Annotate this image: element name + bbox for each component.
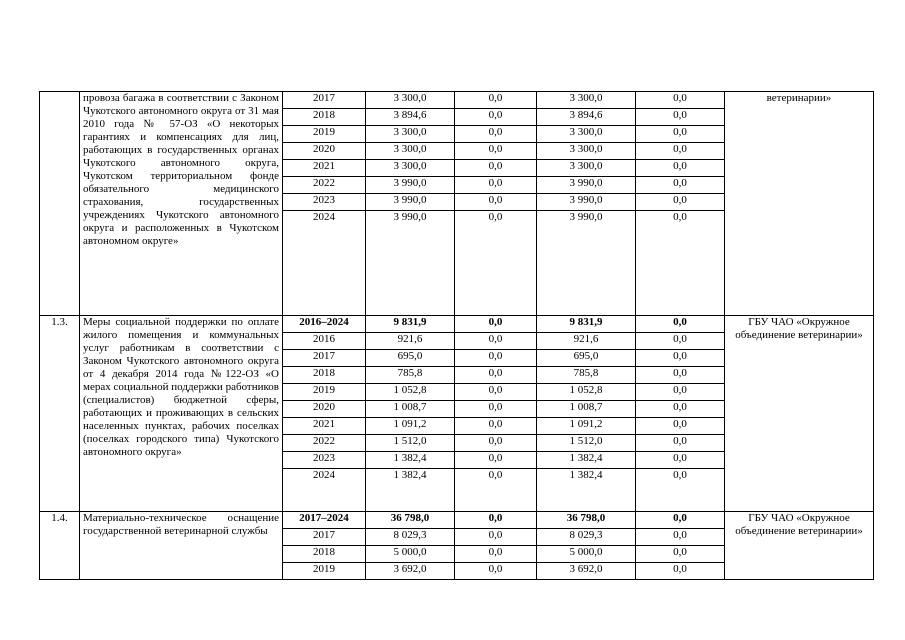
period-cell: 2024	[283, 469, 366, 512]
federal-amount-cell: 0,0	[455, 109, 537, 126]
regional-amount-cell: 1 382,4	[537, 469, 636, 512]
total-amount-cell: 921,6	[366, 333, 455, 350]
section-index: 1.4.	[40, 512, 80, 580]
regional-amount-cell: 3 990,0	[537, 194, 636, 211]
other-amount-cell: 0,0	[636, 384, 725, 401]
other-amount-cell: 0,0	[636, 563, 725, 580]
total-amount-cell: 695,0	[366, 350, 455, 367]
section-executor: ГБУ ЧАО «Окружное объединение ветеринарии»	[725, 512, 874, 580]
federal-amount-cell: 0,0	[455, 529, 537, 546]
table-row	[40, 512, 874, 529]
other-amount-cell: 0,0	[636, 92, 725, 109]
other-amount-cell: 0,0	[636, 435, 725, 452]
period-cell: 2018	[283, 546, 366, 563]
table-body	[40, 92, 874, 580]
other-amount-cell: 0,0	[636, 367, 725, 384]
federal-amount-cell: 0,0	[455, 92, 537, 109]
total-amount-cell: 785,8	[366, 367, 455, 384]
regional-amount-cell: 5 000,0	[537, 546, 636, 563]
period-cell: 2017	[283, 350, 366, 367]
total-amount-cell: 3 692,0	[366, 563, 455, 580]
regional-amount-cell: 1 512,0	[537, 435, 636, 452]
federal-amount-cell: 0,0	[455, 563, 537, 580]
federal-amount-cell: 0,0	[455, 333, 537, 350]
section-description: провоза багажа в соответствии с Законом Чукотского автономного округа от 31 мая 2010 года № 57-ОЗ «О некоторых гарантиях и компенсациях для лиц, работающих в государственных органах Чукотского автономного округа, Чукотском территориальном фонде обязательного медицинского страхования, государственных учреждениях Чукотского автономного округа и расположенных в Чукотском автономном округе»	[80, 92, 283, 316]
federal-amount-cell: 0,0	[455, 350, 537, 367]
other-amount-cell: 0,0	[636, 126, 725, 143]
total-amount-cell: 3 300,0	[366, 143, 455, 160]
period-cell: 2016–2024	[283, 316, 366, 333]
federal-amount-cell: 0,0	[455, 126, 537, 143]
period-cell: 2023	[283, 194, 366, 211]
other-amount-cell: 0,0	[636, 452, 725, 469]
total-amount-cell: 1 091,2	[366, 418, 455, 435]
regional-amount-cell: 695,0	[537, 350, 636, 367]
federal-amount-cell: 0,0	[455, 367, 537, 384]
total-amount-cell: 3 300,0	[366, 92, 455, 109]
regional-amount-cell: 3 300,0	[537, 92, 636, 109]
total-amount-cell: 3 990,0	[366, 177, 455, 194]
section-executor: ветеринарии»	[725, 92, 874, 316]
period-cell: 2018	[283, 367, 366, 384]
other-amount-cell: 0,0	[636, 418, 725, 435]
regional-amount-cell: 785,8	[537, 367, 636, 384]
federal-amount-cell: 0,0	[455, 435, 537, 452]
total-amount-cell: 8 029,3	[366, 529, 455, 546]
other-amount-cell: 0,0	[636, 109, 725, 126]
regional-amount-cell: 1 091,2	[537, 418, 636, 435]
period-cell: 2021	[283, 160, 366, 177]
period-cell: 2019	[283, 563, 366, 580]
period-cell: 2017–2024	[283, 512, 366, 529]
regional-amount-cell: 3 300,0	[537, 160, 636, 177]
total-amount-cell: 3 990,0	[366, 194, 455, 211]
total-amount-cell: 1 382,4	[366, 469, 455, 512]
federal-amount-cell: 0,0	[455, 211, 537, 316]
other-amount-cell: 0,0	[636, 333, 725, 350]
regional-amount-cell: 3 990,0	[537, 211, 636, 316]
program-funding-table	[39, 91, 874, 580]
regional-amount-cell: 3 300,0	[537, 143, 636, 160]
section-description: Меры социальной поддержки по оплате жилого помещения и коммунальных услуг работникам в соответствии с Законом Чукотского автономного округа от 4 декабря 2014 года №122-ОЗ «О мерах социальной поддержки работников (специалистов) бюджетной сферы, работающих и проживающих в сельских населенных пунктах, рабочих поселках (поселках городского типа) Чукотского автономного округа»	[80, 316, 283, 512]
other-amount-cell: 0,0	[636, 350, 725, 367]
other-amount-cell: 0,0	[636, 194, 725, 211]
section-executor: ГБУ ЧАО «Окружное объединение ветеринарии»	[725, 316, 874, 512]
regional-amount-cell: 3 300,0	[537, 126, 636, 143]
section-index	[40, 92, 80, 316]
total-amount-cell: 5 000,0	[366, 546, 455, 563]
regional-amount-cell: 921,6	[537, 333, 636, 350]
federal-amount-cell: 0,0	[455, 401, 537, 418]
federal-amount-cell: 0,0	[455, 546, 537, 563]
total-amount-cell: 36 798,0	[366, 512, 455, 529]
regional-amount-cell: 1 052,8	[537, 384, 636, 401]
period-cell: 2017	[283, 529, 366, 546]
table-row	[40, 92, 874, 109]
federal-amount-cell: 0,0	[455, 194, 537, 211]
other-amount-cell: 0,0	[636, 160, 725, 177]
federal-amount-cell: 0,0	[455, 512, 537, 529]
other-amount-cell: 0,0	[636, 211, 725, 316]
regional-amount-cell: 3 990,0	[537, 177, 636, 194]
period-cell: 2020	[283, 143, 366, 160]
federal-amount-cell: 0,0	[455, 384, 537, 401]
total-amount-cell: 1 382,4	[366, 452, 455, 469]
federal-amount-cell: 0,0	[455, 143, 537, 160]
period-cell: 2024	[283, 211, 366, 316]
other-amount-cell: 0,0	[636, 529, 725, 546]
period-cell: 2019	[283, 126, 366, 143]
total-amount-cell: 3 894,6	[366, 109, 455, 126]
other-amount-cell: 0,0	[636, 512, 725, 529]
total-amount-cell: 3 300,0	[366, 126, 455, 143]
total-amount-cell: 3 300,0	[366, 160, 455, 177]
regional-amount-cell: 1 008,7	[537, 401, 636, 418]
other-amount-cell: 0,0	[636, 401, 725, 418]
section-index: 1.3.	[40, 316, 80, 512]
period-cell: 2017	[283, 92, 366, 109]
other-amount-cell: 0,0	[636, 143, 725, 160]
period-cell: 2021	[283, 418, 366, 435]
total-amount-cell: 1 008,7	[366, 401, 455, 418]
period-cell: 2016	[283, 333, 366, 350]
federal-amount-cell: 0,0	[455, 452, 537, 469]
regional-amount-cell: 3 894,6	[537, 109, 636, 126]
period-cell: 2020	[283, 401, 366, 418]
federal-amount-cell: 0,0	[455, 418, 537, 435]
regional-amount-cell: 36 798,0	[537, 512, 636, 529]
other-amount-cell: 0,0	[636, 316, 725, 333]
total-amount-cell: 1 512,0	[366, 435, 455, 452]
regional-amount-cell: 9 831,9	[537, 316, 636, 333]
federal-amount-cell: 0,0	[455, 316, 537, 333]
federal-amount-cell: 0,0	[455, 160, 537, 177]
period-cell: 2022	[283, 435, 366, 452]
regional-amount-cell: 1 382,4	[537, 452, 636, 469]
total-amount-cell: 3 990,0	[366, 211, 455, 316]
federal-amount-cell: 0,0	[455, 177, 537, 194]
period-cell: 2023	[283, 452, 366, 469]
regional-amount-cell: 3 692,0	[537, 563, 636, 580]
period-cell: 2019	[283, 384, 366, 401]
total-amount-cell: 1 052,8	[366, 384, 455, 401]
total-amount-cell: 9 831,9	[366, 316, 455, 333]
section-description: Материально-техническое оснащение государственной ветеринарной службы	[80, 512, 283, 580]
other-amount-cell: 0,0	[636, 546, 725, 563]
period-cell: 2022	[283, 177, 366, 194]
other-amount-cell: 0,0	[636, 177, 725, 194]
regional-amount-cell: 8 029,3	[537, 529, 636, 546]
period-cell: 2018	[283, 109, 366, 126]
table-row	[40, 316, 874, 333]
federal-amount-cell: 0,0	[455, 469, 537, 512]
other-amount-cell: 0,0	[636, 469, 725, 512]
